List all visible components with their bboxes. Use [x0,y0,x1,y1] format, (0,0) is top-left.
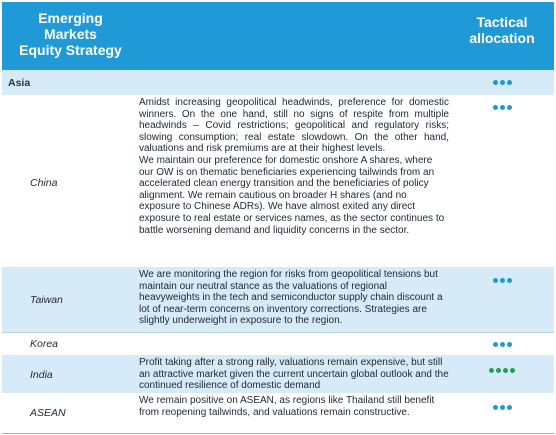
strategy-table [2,2,554,434]
commentary-paragraph: Amidst increasing geopolitical headwinds, preference for domestic winners. On the one hand, still no signs of respite from multiple headwinds – Covid restrictions; geopolitical and regulatory risks; slowing consumption; real estate slowdown. On the other hand, valuations and risk premiums are at their highest levels. [139,97,449,155]
header-strategy-title [2,10,139,58]
allocation-dot-icon [500,342,505,347]
allocation-dot-icon [489,368,494,373]
allocation-dot-icon [493,105,498,110]
allocation-dot-icon [507,342,512,347]
header-line: allocation [469,30,535,46]
allocation-dot-icon [493,342,498,347]
table-row-korea [2,332,554,356]
header-allocation-title [450,14,554,46]
allocation-indicator [450,342,554,347]
header-line: Markets [44,26,97,42]
allocation-dot-icon [507,405,512,410]
region-commentary [139,97,449,236]
allocation-dot-icon [507,278,512,283]
allocation-dot-icon [510,368,515,373]
region-commentary [139,395,449,418]
allocation-indicator [450,80,554,85]
region-commentary [139,269,449,327]
table-row-asean [2,393,554,433]
table-row-asia [2,70,554,95]
allocation-indicator [450,368,554,373]
allocation-dot-icon [503,368,508,373]
allocation-indicator [450,278,554,283]
header-line: Equity Strategy [19,42,122,58]
allocation-dot-icon [507,80,512,85]
region-label: ASEAN [30,407,66,419]
allocation-dot-icon [500,80,505,85]
region-label: Korea [30,338,59,350]
table-row-taiwan [2,267,554,332]
commentary-paragraph: Profit taking after a strong rally, valuations remain expensive, but still an attractive market given the current uncertain global outlook and the continued resilience of domestic demand [139,357,449,392]
commentary-paragraph: We remain positive on ASEAN, as regions like Thailand still benefit from reopening tailwinds, and valuations remain constructive. [139,395,435,418]
allocation-dot-icon [507,105,512,110]
table-row-india [2,355,554,393]
allocation-dot-icon [500,105,505,110]
allocation-dot-icon [493,278,498,283]
table-row-china [2,95,554,267]
header-line: Tactical [476,14,528,30]
allocation-indicator [450,405,554,410]
allocation-dot-icon [500,278,505,283]
allocation-dot-icon [496,368,501,373]
region-label: Asia [8,77,31,89]
allocation-dot-icon [500,405,505,410]
allocation-dot-icon [493,80,498,85]
table-header [2,2,554,70]
region-label: China [30,177,58,189]
region-commentary [139,357,449,392]
header-line: Emerging [38,10,103,26]
region-label: Taiwan [30,294,63,306]
allocation-dot-icon [493,405,498,410]
allocation-indicator [450,105,554,110]
commentary-paragraph: We are monitoring the region for risks from geopolitical tensions but maintain our neutral stance as the valuations of regional heavyweights in the tech and semiconductor supply chain discount a lot of near-term concerns on inventory corrections. Strategies are slightly underweight in exposure to the region. [139,269,443,327]
region-label: India [30,369,53,381]
commentary-paragraph: We maintain our preference for domestic onshore A shares, where our OW is on thematic beneficiaries experiencing tailwinds from an accelerated clean energy transition and the beneficiaries of policy alignment. We remain cautious on broader H shares (and no exposure to Chinese ADRs). We have almost exited any direct exposure to real estate or services names, as the sector continues to battle worsening demand and liquidity concerns in the sector. [139,154,445,236]
